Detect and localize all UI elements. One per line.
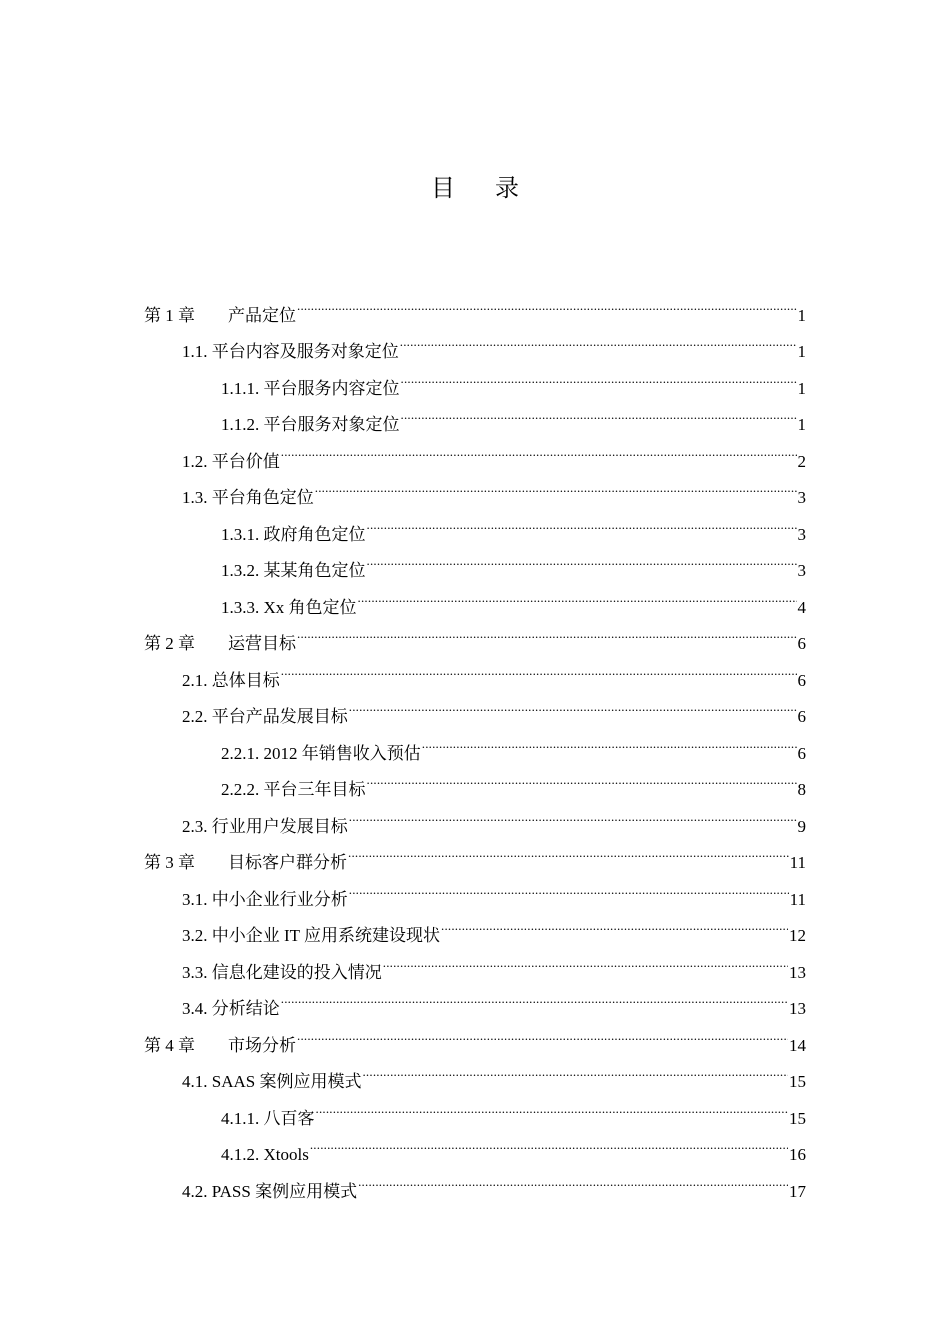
toc-dot-leader (367, 759, 797, 796)
toc-entry-title: 八百客 (263, 1108, 315, 1128)
toc-entry-number: 4.1.2. (221, 1145, 260, 1164)
toc-entry-title: 平台角色定位 (211, 488, 314, 507)
toc-entry-label (221, 371, 400, 408)
toc-entry-page-number: 2 (797, 451, 806, 471)
toc-entry-page-number: 6 (797, 670, 806, 690)
toc-dot-leader (349, 795, 797, 832)
toc-entry-title: SAAS 案例应用模式 (211, 1072, 362, 1091)
toc-entry-number: 3.3. (182, 962, 208, 982)
toc-entry-number: 第 4 章 (144, 1035, 195, 1055)
toc-entry-number: 2.2.2. (221, 780, 260, 799)
toc-entry-page-number: 12 (789, 926, 806, 945)
toc-title-char-1: 目 (431, 174, 455, 202)
toc-entry-number: 2.2.1. (221, 743, 260, 763)
toc-entry-page-number: 6 (797, 707, 806, 726)
toc-entry-title: 平台价值 (211, 451, 280, 471)
toc-title (0, 168, 950, 208)
toc-entry-number: 4.1. (182, 1072, 208, 1091)
toc-entry-label (221, 1101, 315, 1138)
toc-entry-label (221, 553, 366, 590)
toc-entry-title: 平台服务对象定位 (263, 415, 400, 434)
toc-entry-number: 第 1 章 (144, 305, 195, 325)
toc-entry-title: 信息化建设的投入情况 (211, 962, 382, 982)
toc-dot-leader (281, 978, 788, 1015)
toc-entry-page-number: 13 (789, 999, 806, 1018)
toc-dot-leader (316, 1087, 789, 1124)
toc-entry-label (182, 991, 280, 1028)
toc-entry-title: 2012 年销售收入预估 (263, 743, 421, 763)
toc-entry-page-number: 9 (797, 816, 806, 836)
toc-dot-leader (297, 284, 797, 321)
toc-entry-number: 3.2. (182, 926, 208, 945)
toc-entry-number: 3.4. (182, 999, 208, 1018)
toc-dot-leader (348, 832, 789, 869)
toc-dot-leader (297, 1014, 788, 1051)
toc-entry-page-number: 3 (797, 524, 806, 544)
toc-entry-page-number: 13 (789, 962, 806, 982)
toc-entry-number: 1.2. (182, 451, 208, 471)
toc-dot-leader (367, 503, 797, 540)
toc-entry-number: 4.1.1. (221, 1108, 260, 1128)
toc-entry-page-number: 6 (797, 743, 806, 763)
toc-entry-title: 平台三年目标 (263, 780, 366, 799)
toc-entry-number: 1.1. (182, 342, 208, 361)
toc-entry-title: 产品定位 (228, 305, 296, 325)
toc-dot-leader (358, 576, 797, 613)
toc-entry-title: 市场分析 (228, 1035, 296, 1055)
toc-entry-title: 行业用户发展目标 (211, 816, 348, 836)
toc-entry-title: PASS 案例应用模式 (211, 1181, 358, 1201)
toc-entry-title: 总体目标 (211, 670, 280, 690)
toc-entry-page-number: 17 (789, 1181, 806, 1201)
toc-dot-leader (422, 722, 797, 759)
toc-dot-leader (401, 357, 797, 394)
toc-entry-label (144, 626, 296, 663)
toc-dot-leader (349, 686, 797, 723)
toc-entry-number: 第 2 章 (144, 634, 195, 653)
toc-entry-title: 政府角色定位 (263, 524, 366, 544)
toc-entry-title: 分析结论 (211, 999, 280, 1018)
toc-dot-leader (362, 1051, 788, 1088)
toc-entry-title: 运营目标 (228, 634, 296, 653)
toc-entry-title: Xx 角色定位 (263, 597, 357, 617)
toc-dot-leader (281, 430, 797, 467)
toc-entry-label (221, 772, 366, 809)
toc-entry-label (144, 845, 347, 882)
toc-dot-leader (281, 649, 797, 686)
toc-entry-page-number: 1 (797, 415, 806, 434)
toc-entry-label (221, 1137, 309, 1174)
toc-entry[interactable] (144, 284, 806, 325)
toc-entry-label (182, 334, 399, 371)
toc-entry-page-number: 6 (797, 634, 806, 653)
toc-entry-page-number: 15 (789, 1072, 806, 1091)
toc-entry-page-number: 1 (797, 378, 806, 398)
toc-entry-title: 目标客户群分析 (228, 853, 347, 872)
toc-dot-leader (297, 613, 797, 650)
toc-entry-number: 4.2. (182, 1181, 208, 1201)
toc-entry-number: 第 3 章 (144, 853, 195, 872)
toc-entry-label (182, 480, 314, 517)
toc-entry-page-number: 8 (797, 780, 806, 799)
toc-entry-label (182, 1174, 357, 1211)
toc-entry-page-number: 4 (797, 597, 806, 617)
toc-dot-leader (367, 540, 797, 577)
toc-entry-number: 1.3.3. (221, 597, 260, 617)
toc-entry-label (144, 1028, 296, 1065)
toc-entry-title: Xtools (263, 1145, 309, 1164)
toc-entry-page-number: 16 (789, 1145, 806, 1164)
toc-entry-label (182, 809, 348, 846)
toc-dot-leader (441, 905, 788, 942)
toc-entry-number: 1.3.1. (221, 524, 260, 544)
toc-dot-leader (400, 321, 797, 358)
toc-dot-leader (310, 1124, 788, 1161)
toc-entry-title: 某某角色定位 (263, 561, 366, 580)
toc-entry-number: 2.2. (182, 707, 208, 726)
toc-entry-title: 平台服务内容定位 (263, 378, 400, 398)
toc-entry-number: 1.3.2. (221, 561, 260, 580)
toc-entry-title: 平台内容及服务对象定位 (211, 342, 399, 361)
toc-entry-label (182, 699, 348, 736)
toc-entry-number: 3.1. (182, 889, 208, 909)
toc-entry-label (221, 517, 366, 554)
toc-entry-number: 2.3. (182, 816, 208, 836)
toc-entry-page-number: 3 (797, 561, 806, 580)
toc-dot-leader (349, 868, 789, 905)
toc-title-char-2: 录 (495, 174, 519, 202)
toc-entry-label (182, 444, 280, 481)
toc-entry-number: 1.1.2. (221, 415, 260, 434)
toc-entry-page-number: 11 (789, 889, 806, 909)
toc-entry-label (182, 882, 348, 919)
toc-entry-label (182, 663, 280, 700)
toc-entry-page-number: 3 (797, 488, 806, 507)
toc-entry-page-number: 14 (789, 1035, 806, 1055)
toc-dot-leader (315, 467, 797, 504)
toc-entry-label (144, 298, 296, 335)
toc-entry-title: 中小企业 IT 应用系统建设现状 (211, 926, 440, 945)
toc-entry-page-number: 1 (797, 305, 806, 325)
toc-list (144, 284, 806, 1201)
toc-dot-leader (358, 1160, 788, 1197)
toc-entry-title: 平台产品发展目标 (211, 707, 348, 726)
toc-entry-page-number: 11 (789, 853, 806, 872)
toc-dot-leader (401, 394, 797, 431)
toc-entry-page-number: 15 (789, 1108, 806, 1128)
toc-dot-leader (383, 941, 788, 978)
toc-entry-title: 中小企业行业分析 (211, 889, 348, 909)
toc-entry-number: 1.1.1. (221, 378, 260, 398)
toc-entry-number: 1.3. (182, 488, 208, 507)
toc-entry-number: 2.1. (182, 670, 208, 690)
toc-entry-page-number: 1 (797, 342, 806, 361)
